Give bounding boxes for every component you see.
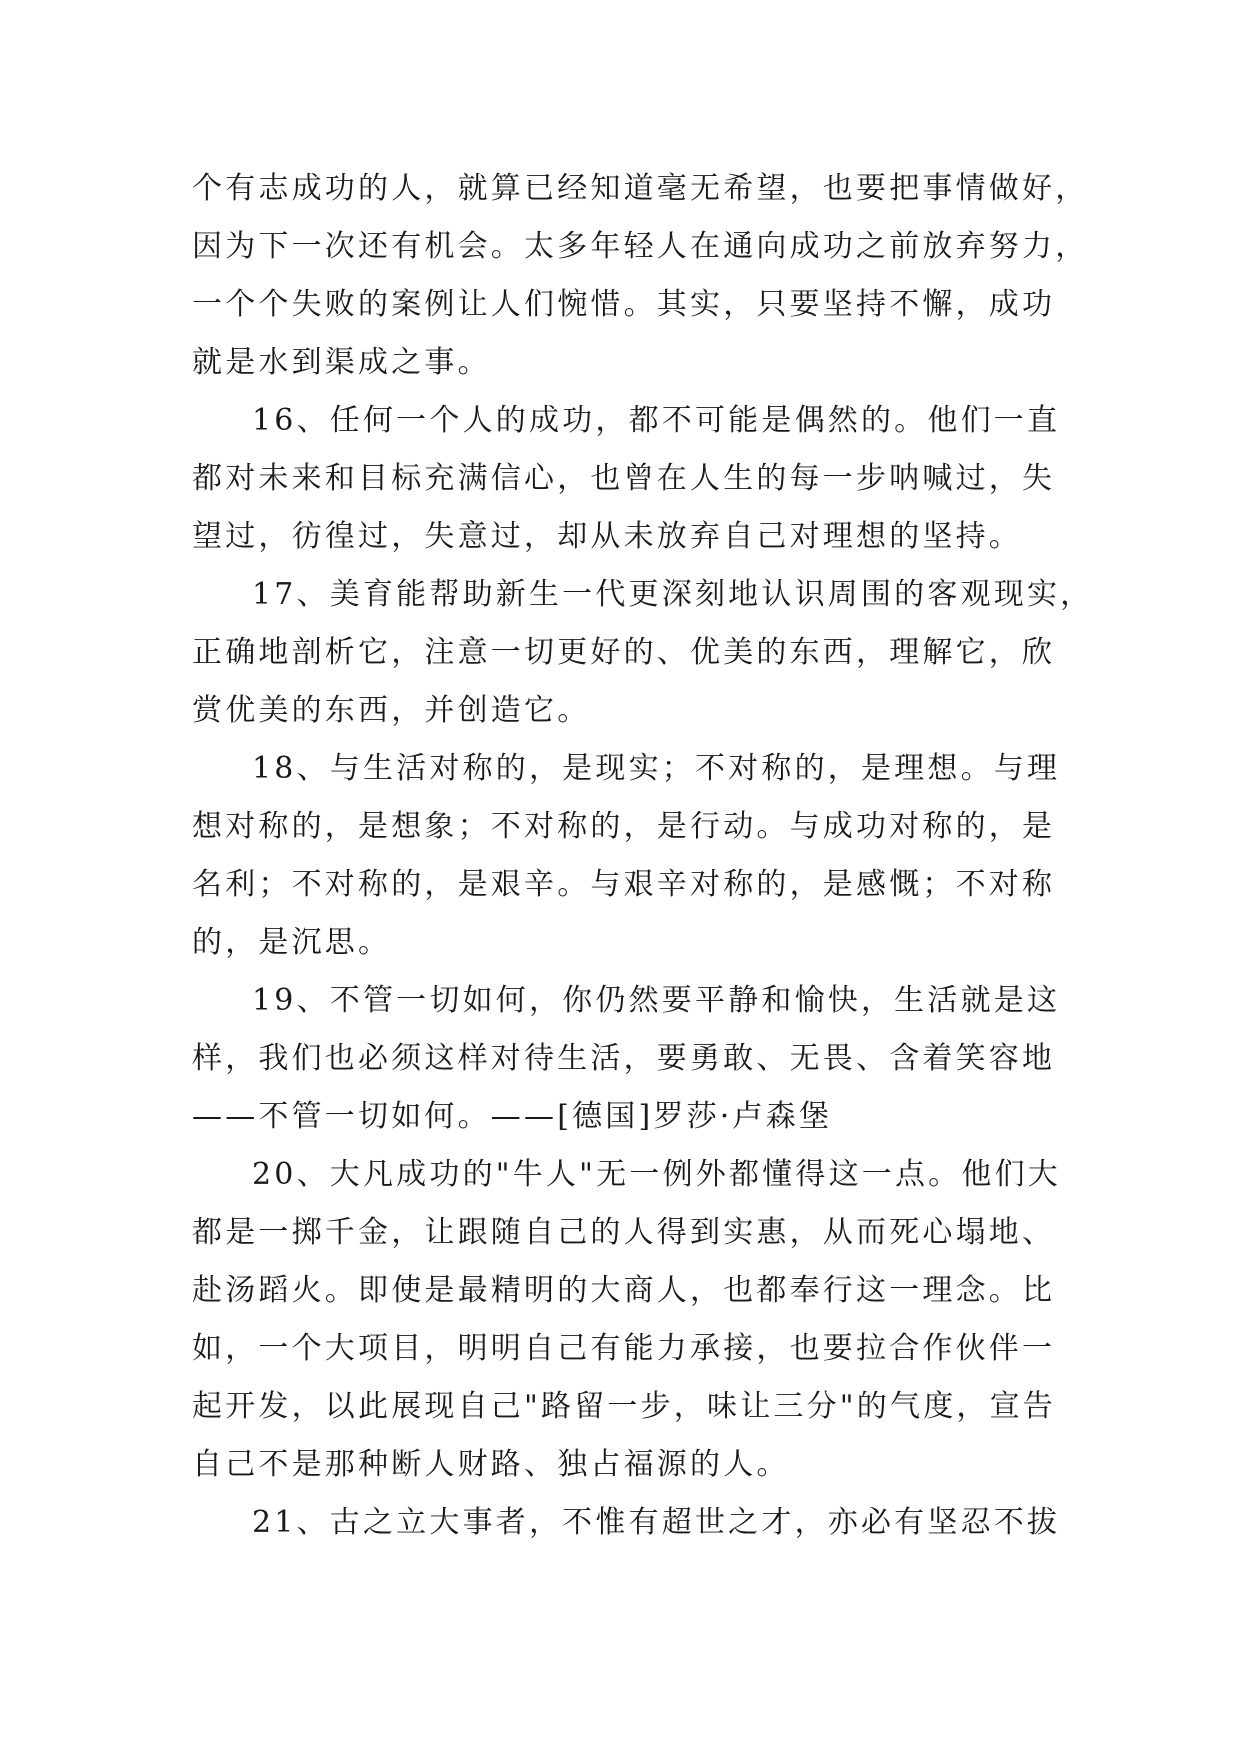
text-line: 赏优美的东西，并创造它。 [192,693,591,728]
text-line: ——不管一切如何。——[德国]罗莎·卢森堡 [192,1099,833,1134]
paragraph-18-start: 18、与生活对称的，是现实；不对称的，是理想。与理 [252,751,1061,786]
text-line: 个有志成功的人，就算已经知道毫无希望，也要把事情做好， [192,171,1089,206]
text-line: 因为下一次还有机会。太多年轻人在通向成功之前放弃努力， [192,229,1089,264]
body-text [192,160,1094,1552]
text-line: 赴汤蹈火。即使是最精明的大商人，也都奉行这一理念。比 [192,1273,1056,1308]
text-line: 样，我们也必须这样对待生活，要勇敢、无畏、含着笑容地 [192,1041,1056,1076]
text-line: 正确地剖析它，注意一切更好的、优美的东西，理解它，欣 [192,635,1056,670]
text-line: 自己不是那种断人财路、独占福源的人。 [192,1447,790,1482]
paragraph-20-start: 20、大凡成功的"牛人"无一例外都懂得这一点。他们大 [252,1157,1061,1192]
paragraph-21-start: 21、古之立大事者，不惟有超世之才，亦必有坚忍不拔 [252,1505,1061,1540]
text-line: 都是一掷千金，让跟随自己的人得到实惠，从而死心塌地、 [192,1215,1056,1250]
text-line: 望过，彷徨过，失意过，却从未放弃自己对理想的坚持。 [192,519,1022,554]
text-line: 名利；不对称的，是艰辛。与艰辛对称的，是感慨；不对称 [192,867,1056,902]
paragraph-17-start: 17、美育能帮助新生一代更深刻地认识周围的客观现实， [252,577,1094,612]
text-line: 如，一个大项目，明明自己有能力承接，也要拉合作伙伴一 [192,1331,1056,1366]
text-line: 的，是沉思。 [192,925,392,960]
text-line: 想对称的，是想象；不对称的，是行动。与成功对称的，是 [192,809,1056,844]
text-line: 就是水到渠成之事。 [192,345,491,380]
paragraph-19-start: 19、不管一切如何，你仍然要平静和愉快，生活就是这 [252,983,1061,1018]
text-line: 都对未来和目标充满信心，也曾在人生的每一步呐喊过，失 [192,461,1056,496]
text-line: 起开发，以此展现自己"路留一步，味让三分"的气度，宣告 [192,1389,1056,1424]
text-line: 一个个失败的案例让人们惋惜。其实，只要坚持不懈，成功 [192,287,1056,322]
paragraph-16-start: 16、任何一个人的成功，都不可能是偶然的。他们一直 [252,403,1061,438]
